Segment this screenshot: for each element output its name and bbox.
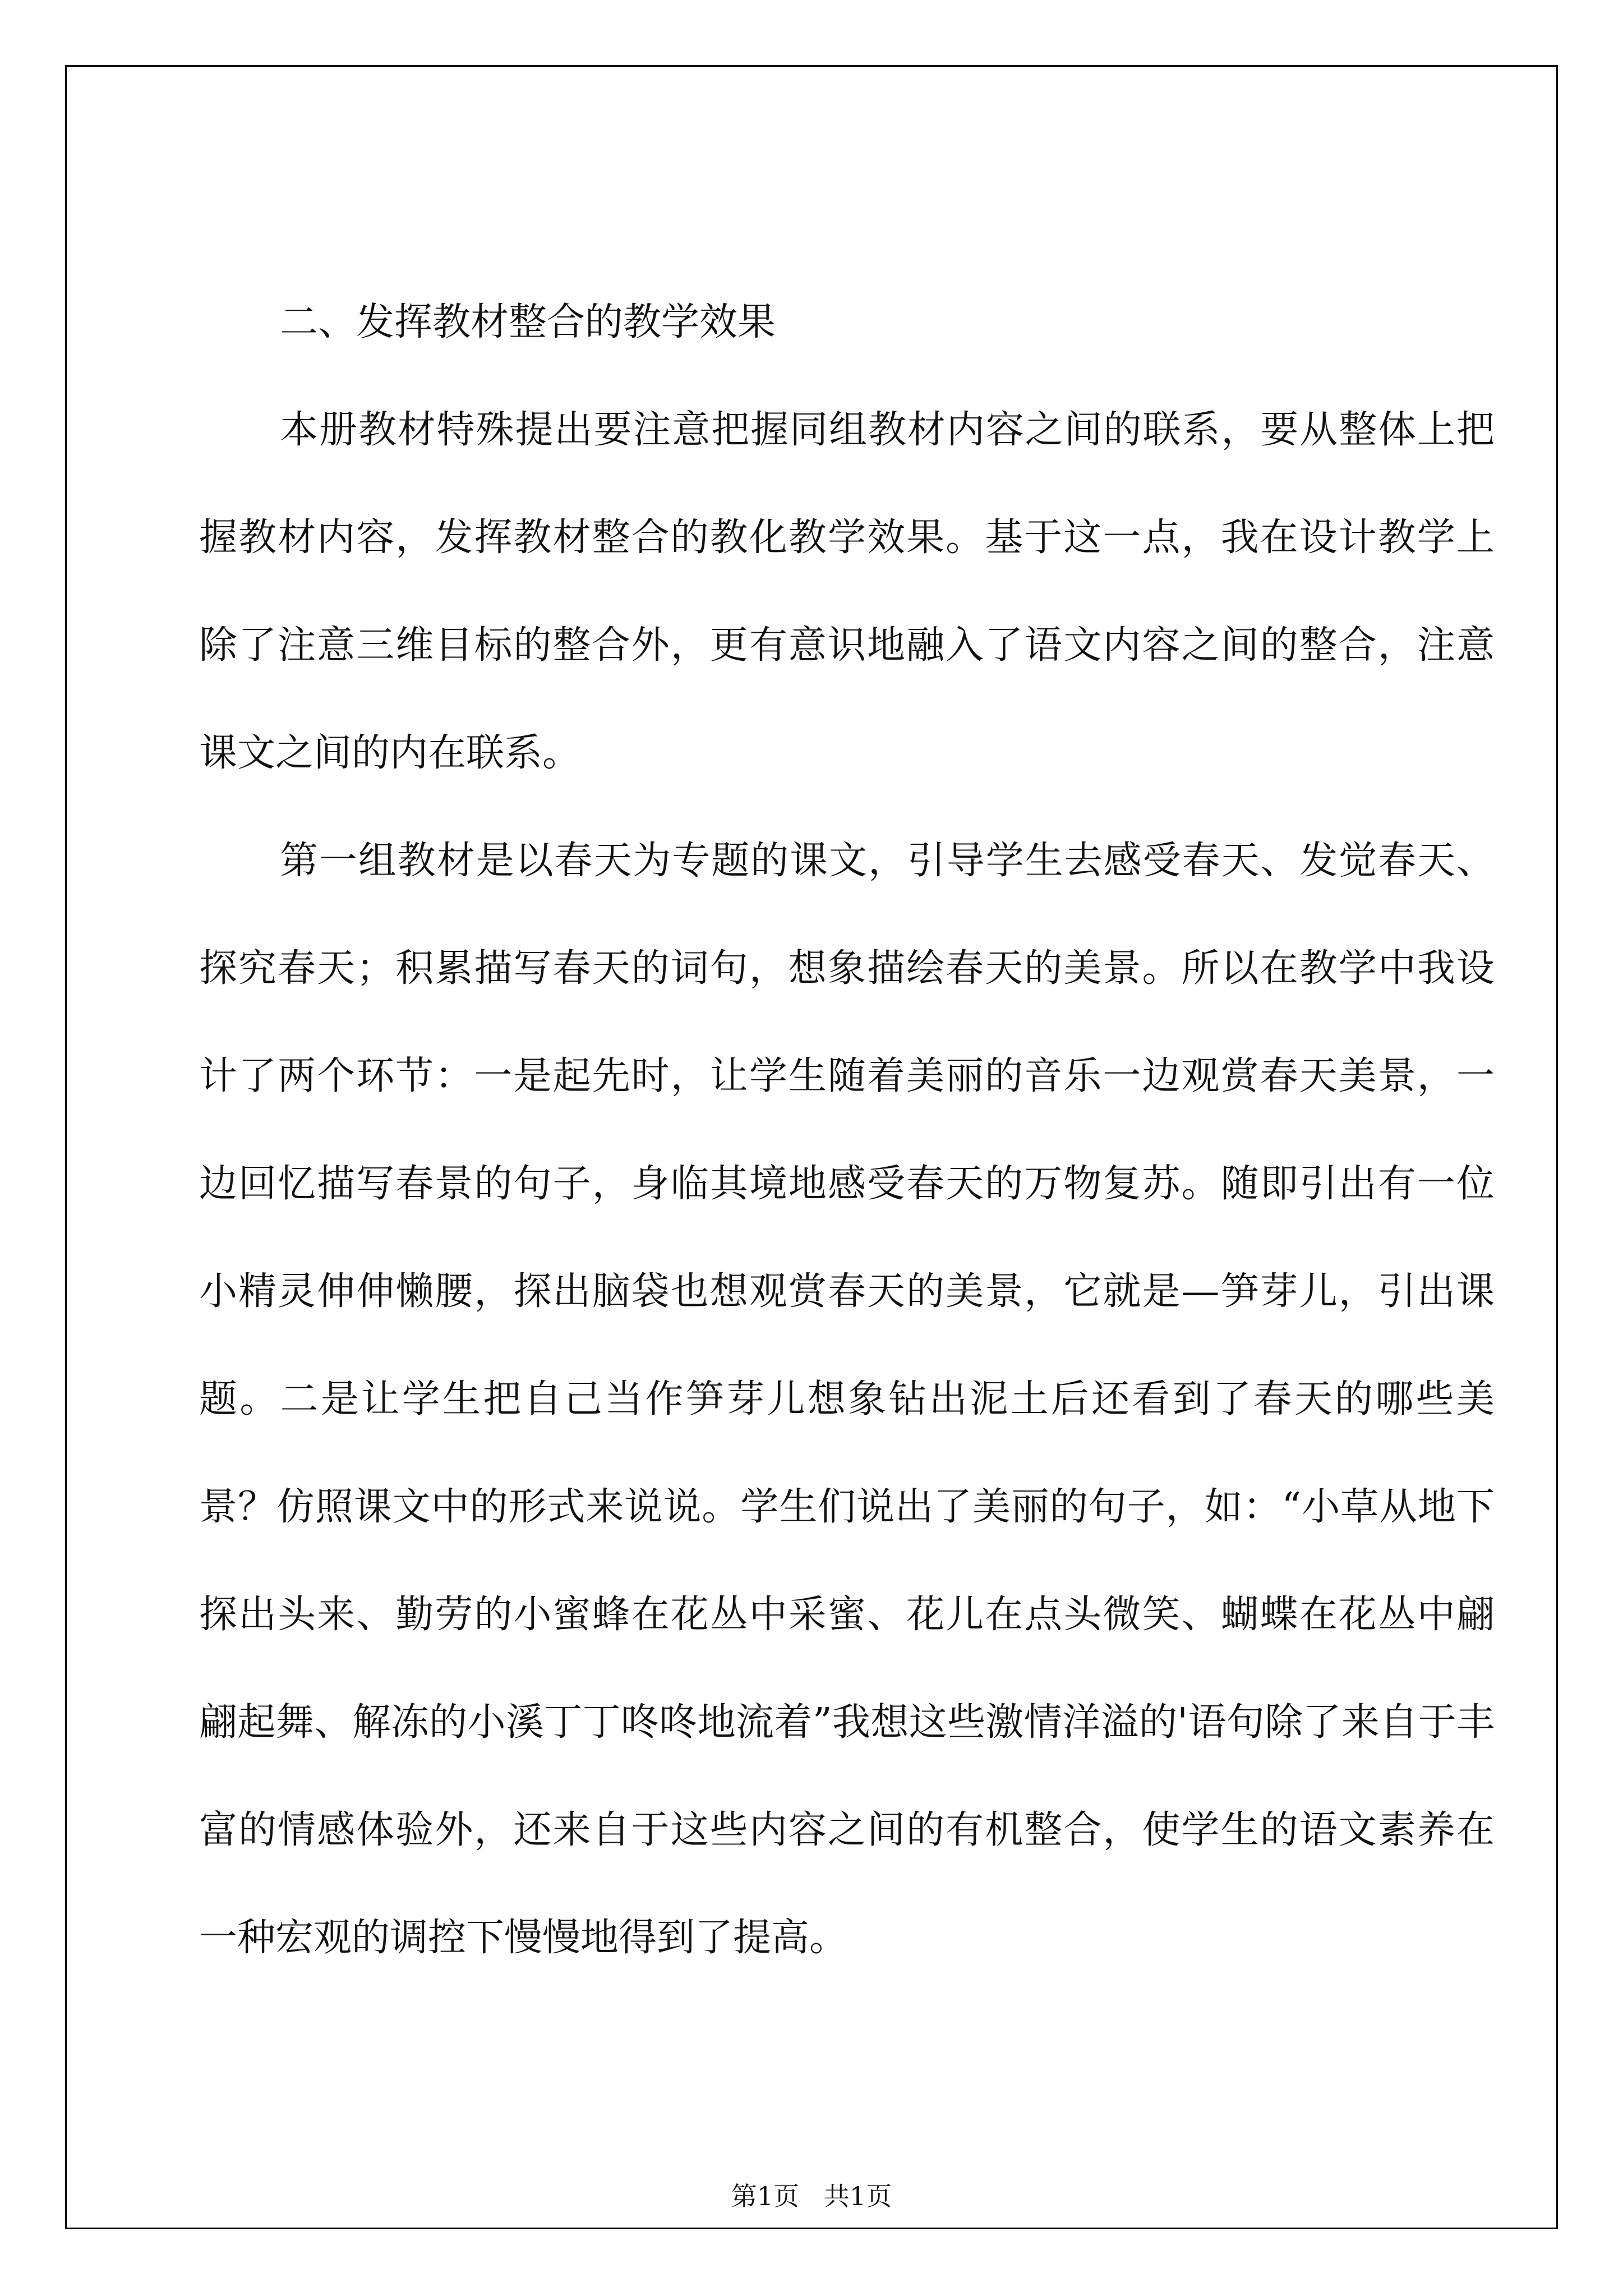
page-footer: 第1页 共1页: [731, 2181, 892, 2211]
paragraph-2: 第一组教材是以春天为专题的课文，引导学生去感受春天、发觉春天、探究春天；积累描写春天的词句，想象描绘春天的美景。所以在教学中我设计了两个环节：一是起先时，让学生随着美丽的音乐一边观赏春天美景，一边回忆描写春景的句子，身临其境地感受春天的万物复苏。随即引出有一位小精灵伸伸懒腰，探出脑袋也想观赏春天的美景，它就是—笋芽儿，引出课题。二是让学生把自己当作笋芽儿想象钻出泥土后还看到了春天的哪些美景？仿照课文中的形式来说说。学生们说出了美丽的句子，如：“小草从地下探出头来、勤劳的小蜜蜂在花丛中采蜜、花儿在点头微笑、蝴蝶在花丛中翩翩起舞、解冻的小溪丁丁咚咚地流着”我想这些激情洋溢的'语句除了来自于丰富的情感体验外，还来自于这些内容之间的有机整合，使学生的语文素养在一种宏观的调控下慢慢地得到了提高。: [199, 839, 1495, 1960]
page-frame: [65, 65, 1558, 2229]
document-body: [199, 269, 1495, 1992]
paragraph-1: 本册教材特殊提出要注意把握同组教材内容之间的联系，要从整体上把握教材内容，发挥教材整合的教化教学效果。基于这一点，我在设计教学上除了注意三维目标的整合外，更有意识地融入了语文内容之间的整合，注意课文之间的内在联系。: [199, 408, 1495, 775]
section-heading: 二、发挥教材整合的教学效果: [280, 300, 776, 344]
